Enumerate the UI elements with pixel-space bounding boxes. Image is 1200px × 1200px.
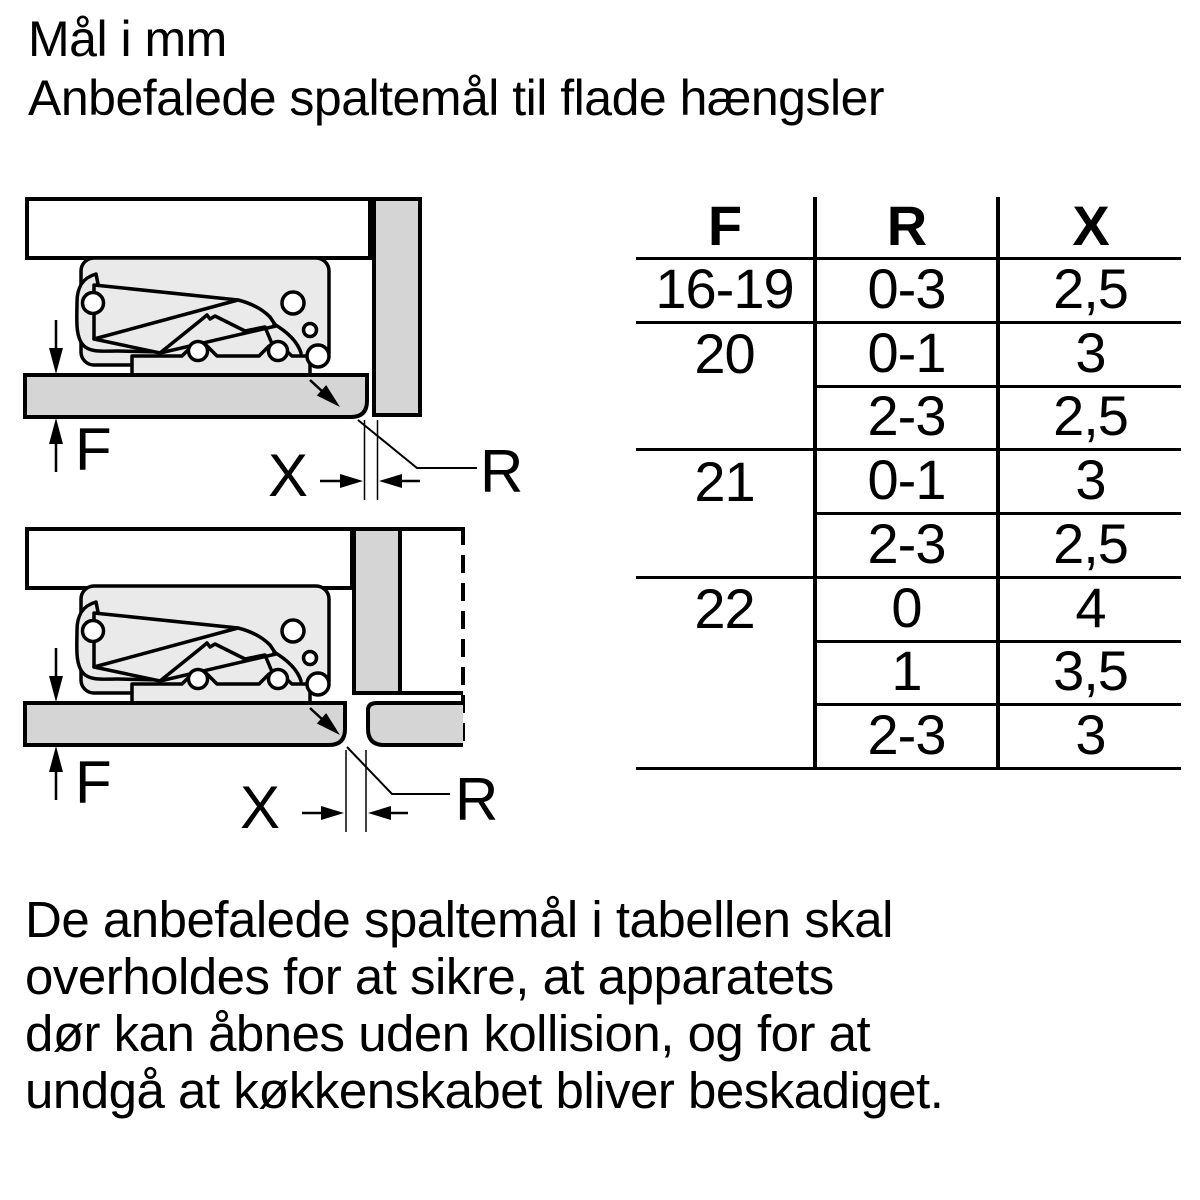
label-f: F	[75, 416, 111, 483]
table-cell-r: 2-3	[817, 515, 1000, 579]
table-header-f: F	[636, 197, 817, 260]
flat-hinge-mechanism	[77, 586, 329, 703]
dimension-arrow-f-up-icon	[49, 418, 63, 472]
label-r: R	[480, 438, 523, 505]
table-cell-r: 0	[817, 579, 1000, 643]
table-cell-x: 3,5	[1000, 643, 1181, 707]
label-r: R	[455, 766, 498, 833]
table-cell-r: 0-1	[817, 324, 1000, 388]
table-cell-x: 4	[1000, 579, 1181, 643]
title-line-2: Anbefalede spaltemål til flade hængsler	[28, 70, 885, 126]
leader-line-r	[358, 420, 477, 468]
dimension-arrow-f-down-icon	[49, 648, 63, 702]
gap-dimensions-table	[636, 193, 1181, 770]
table-cell-f	[636, 388, 817, 452]
label-x: X	[268, 442, 308, 509]
hinge-diagram-bottom	[0, 510, 560, 850]
table-cell-f	[636, 515, 817, 579]
dimension-arrow-x-right-icon	[320, 474, 363, 488]
dimension-arrow-x-right-icon	[302, 806, 344, 820]
note-line-1: De anbefalede spaltemål i tabellen skal	[25, 891, 893, 948]
flat-hinge-mechanism	[77, 258, 329, 375]
note-line-3: dør kan åbnes uden kollision, og for at	[25, 1005, 871, 1062]
dimension-arrow-f-down-icon	[49, 320, 63, 374]
table-cell-x: 2,5	[1000, 260, 1181, 324]
table-cell-f: 21	[636, 451, 817, 515]
cabinet-top-panel	[27, 199, 370, 258]
title-line-1: Mål i mm	[28, 11, 227, 67]
note-line-4: undgå at køkkenskabet bliver beskadiget.	[25, 1062, 944, 1119]
note-paragraph	[25, 891, 943, 1119]
cabinet-side-wall	[374, 199, 420, 415]
dimension-arrow-x-left-icon	[368, 806, 408, 820]
dimension-arrow-f-up-icon	[49, 746, 63, 800]
page-title	[28, 10, 884, 128]
cabinet-side-wall	[354, 529, 400, 693]
label-x: X	[240, 774, 280, 841]
table-cell-x: 3	[1000, 706, 1181, 770]
appliance-door	[25, 703, 345, 745]
table-cell-r: 2-3	[817, 388, 1000, 452]
leader-line-r	[347, 747, 450, 794]
cabinet-top-panel	[27, 529, 352, 588]
table-cell-f	[636, 706, 817, 770]
table-cell-f: 16-19	[636, 260, 817, 324]
table-cell-f	[636, 643, 817, 707]
adjacent-furniture-door	[368, 703, 463, 745]
table-cell-r: 0-1	[817, 451, 1000, 515]
table-cell-r: 1	[817, 643, 1000, 707]
table-cell-x: 3	[1000, 324, 1181, 388]
table-cell-x: 2,5	[1000, 515, 1181, 579]
hinge-diagram-top	[0, 180, 560, 515]
table-cell-r: 2-3	[817, 706, 1000, 770]
table-cell-x: 3	[1000, 451, 1181, 515]
label-f: F	[75, 749, 111, 816]
table-header-r: R	[817, 197, 1000, 260]
note-line-2: overholdes for at sikre, at apparatets	[25, 948, 834, 1005]
table-cell-f: 20	[636, 324, 817, 388]
dimension-arrow-x-left-icon	[379, 474, 420, 488]
table-cell-f: 22	[636, 579, 817, 643]
appliance-door	[25, 375, 367, 417]
table-header-x: X	[1000, 197, 1181, 260]
table-cell-x: 2,5	[1000, 388, 1181, 452]
table-cell-r: 0-3	[817, 260, 1000, 324]
